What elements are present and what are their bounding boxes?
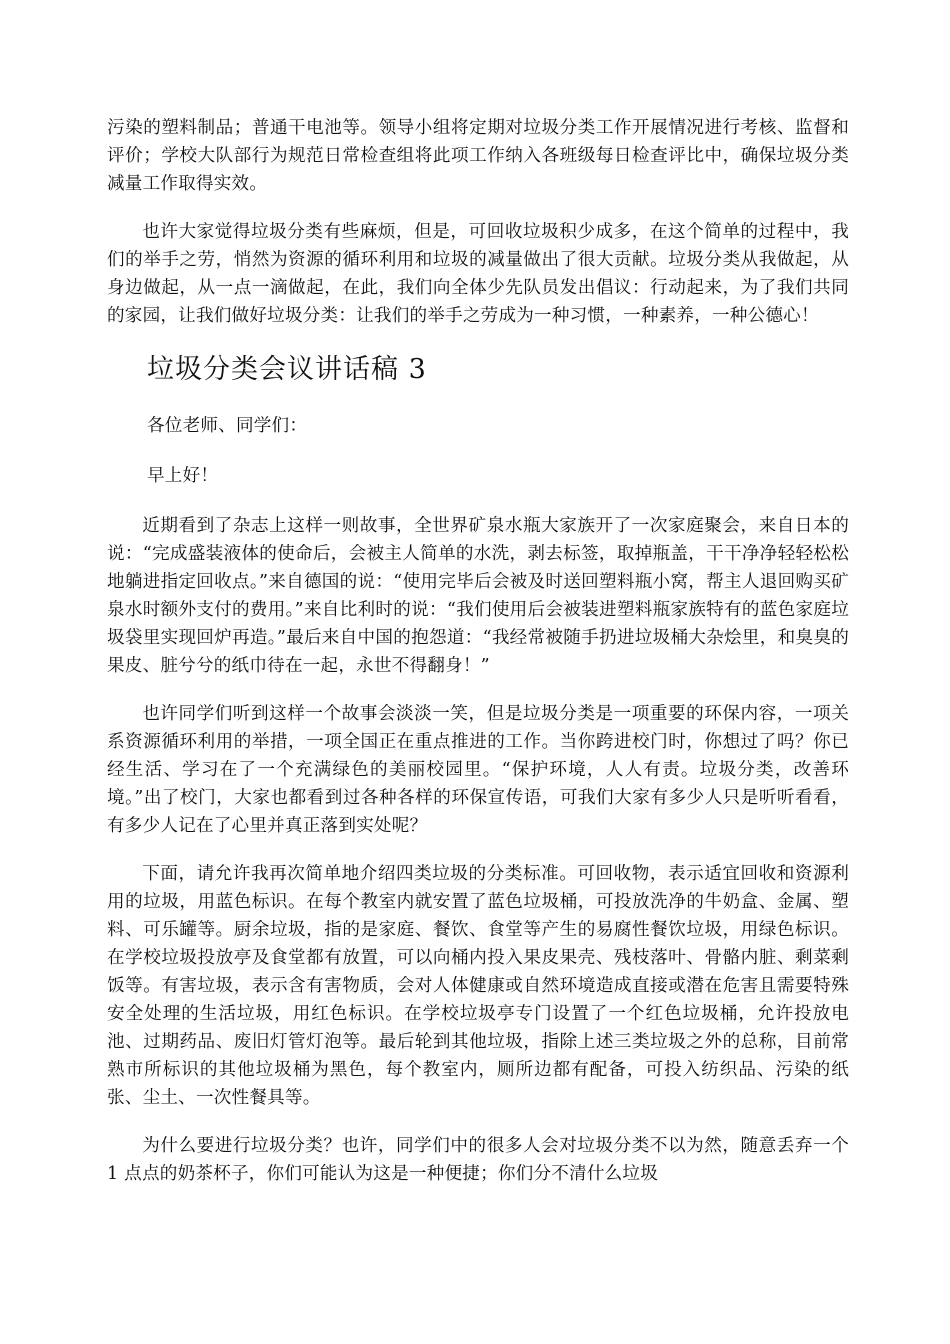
paragraph: 污染的塑料制品；普通干电池等。领导小组将定期对垃圾分类工作开展情况进行考核、监督和评价；学校大队部行为规范日常检查组将此项工作纳入各班级每日检查评比中，确保垃圾分类减量工作取得实效。	[107, 118, 849, 194]
document-body	[107, 114, 849, 1208]
section-heading: 垃圾分类会议讲话稿 3	[147, 354, 427, 385]
greeting: 早上好！	[147, 466, 219, 486]
paragraph: 下面，请允许我再次简单地介绍四类垃圾的分类标准。可回收物，表示适宜回收和资源利用的垃圾，用蓝色标识。在每个教室内就安置了蓝色垃圾桶，可投放洗净的牛奶盒、金属、塑料、可乐罐等。厨余垃圾，指的是家庭、餐饮、食堂等产生的易腐性餐饮垃圾，用绿色标识。在学校垃圾投放亭及食堂都有放置，可以向桶内投入果皮果壳、残枝落叶、骨骼内脏、剩菜剩饭等。有害垃圾，表示含有害物质，会对人体健康或自然环境造成直接或潜在危害且需要特殊安全处理的生活垃圾，用红色标识。在学校垃圾亭专门设置了一个红色垃圾桶，允许投放电池、过期药品、废旧灯管灯泡等。最后轮到其他垃圾，指除上述三类垃圾之外的总称，目前常熟市所标识的其他垃圾桶为黑色，每个教室内，厕所边都有配备，可投入纺织品、污染的纸张、尘土、一次性餐具等。	[107, 864, 849, 1108]
paragraph: 也许同学们听到这样一个故事会淡淡一笑，但是垃圾分类是一项重要的环保内容，一项关系资源循环利用的举措，一项全国正在重点推进的工作。当你跨进校门时，你想过了吗？你已经生活、学习在了一个充满绿色的美丽校园里。“保护环境，人人有责。垃圾分类，改善环境。”出了校门，大家也都看到过各种各样的环保宣传语，可我们大家有多少人只是听听看看，有多少人记在了心里并真正落到实处呢？	[107, 704, 849, 836]
paragraph: 为什么要进行垃圾分类？也许，同学们中的很多人会对垃圾分类不以为然，随意丢弃一个 1 点点的奶茶杯子，你们可能认为这是一种便捷；你们分不清什么垃圾	[107, 1136, 849, 1184]
paragraph: 也许大家觉得垃圾分类有些麻烦，但是，可回收垃圾积少成多，在这个简单的过程中，我们的举手之劳，悄然为资源的循环利用和垃圾的减量做出了很大贡献。垃圾分类从我做起，从身边做起，从一点一滴做起，在此，我们向全体少先队员发出倡议：行动起来，为了我们共同的家园，让我们做好垃圾分类：让我们的举手之劳成为一种习惯，一种素养，一种公德心！	[107, 222, 849, 326]
salutation: 各位老师、同学们：	[147, 416, 308, 436]
paragraph: 近期看到了杂志上这样一则故事，全世界矿泉水瓶大家族开了一次家庭聚会，来自日本的说：“完成盛装液体的使命后，会被主人简单的水洗，剥去标签，取掉瓶盖，干干净净轻轻松松地躺进指定回收点。”来自德国的说：“使用完毕后会被及时送回塑料瓶小窝，帮主人退回购买矿泉水时额外支付的费用。”来自比利时的说：“我们使用后会被装进塑料瓶家族特有的蓝色家庭垃圾袋里实现回炉再造。”最后来自中国的抱怨道：“我经常被随手扔进垃圾桶大杂烩里，和臭臭的果皮、脏兮兮的纸巾待在一起，永世不得翻身！”	[107, 516, 849, 676]
